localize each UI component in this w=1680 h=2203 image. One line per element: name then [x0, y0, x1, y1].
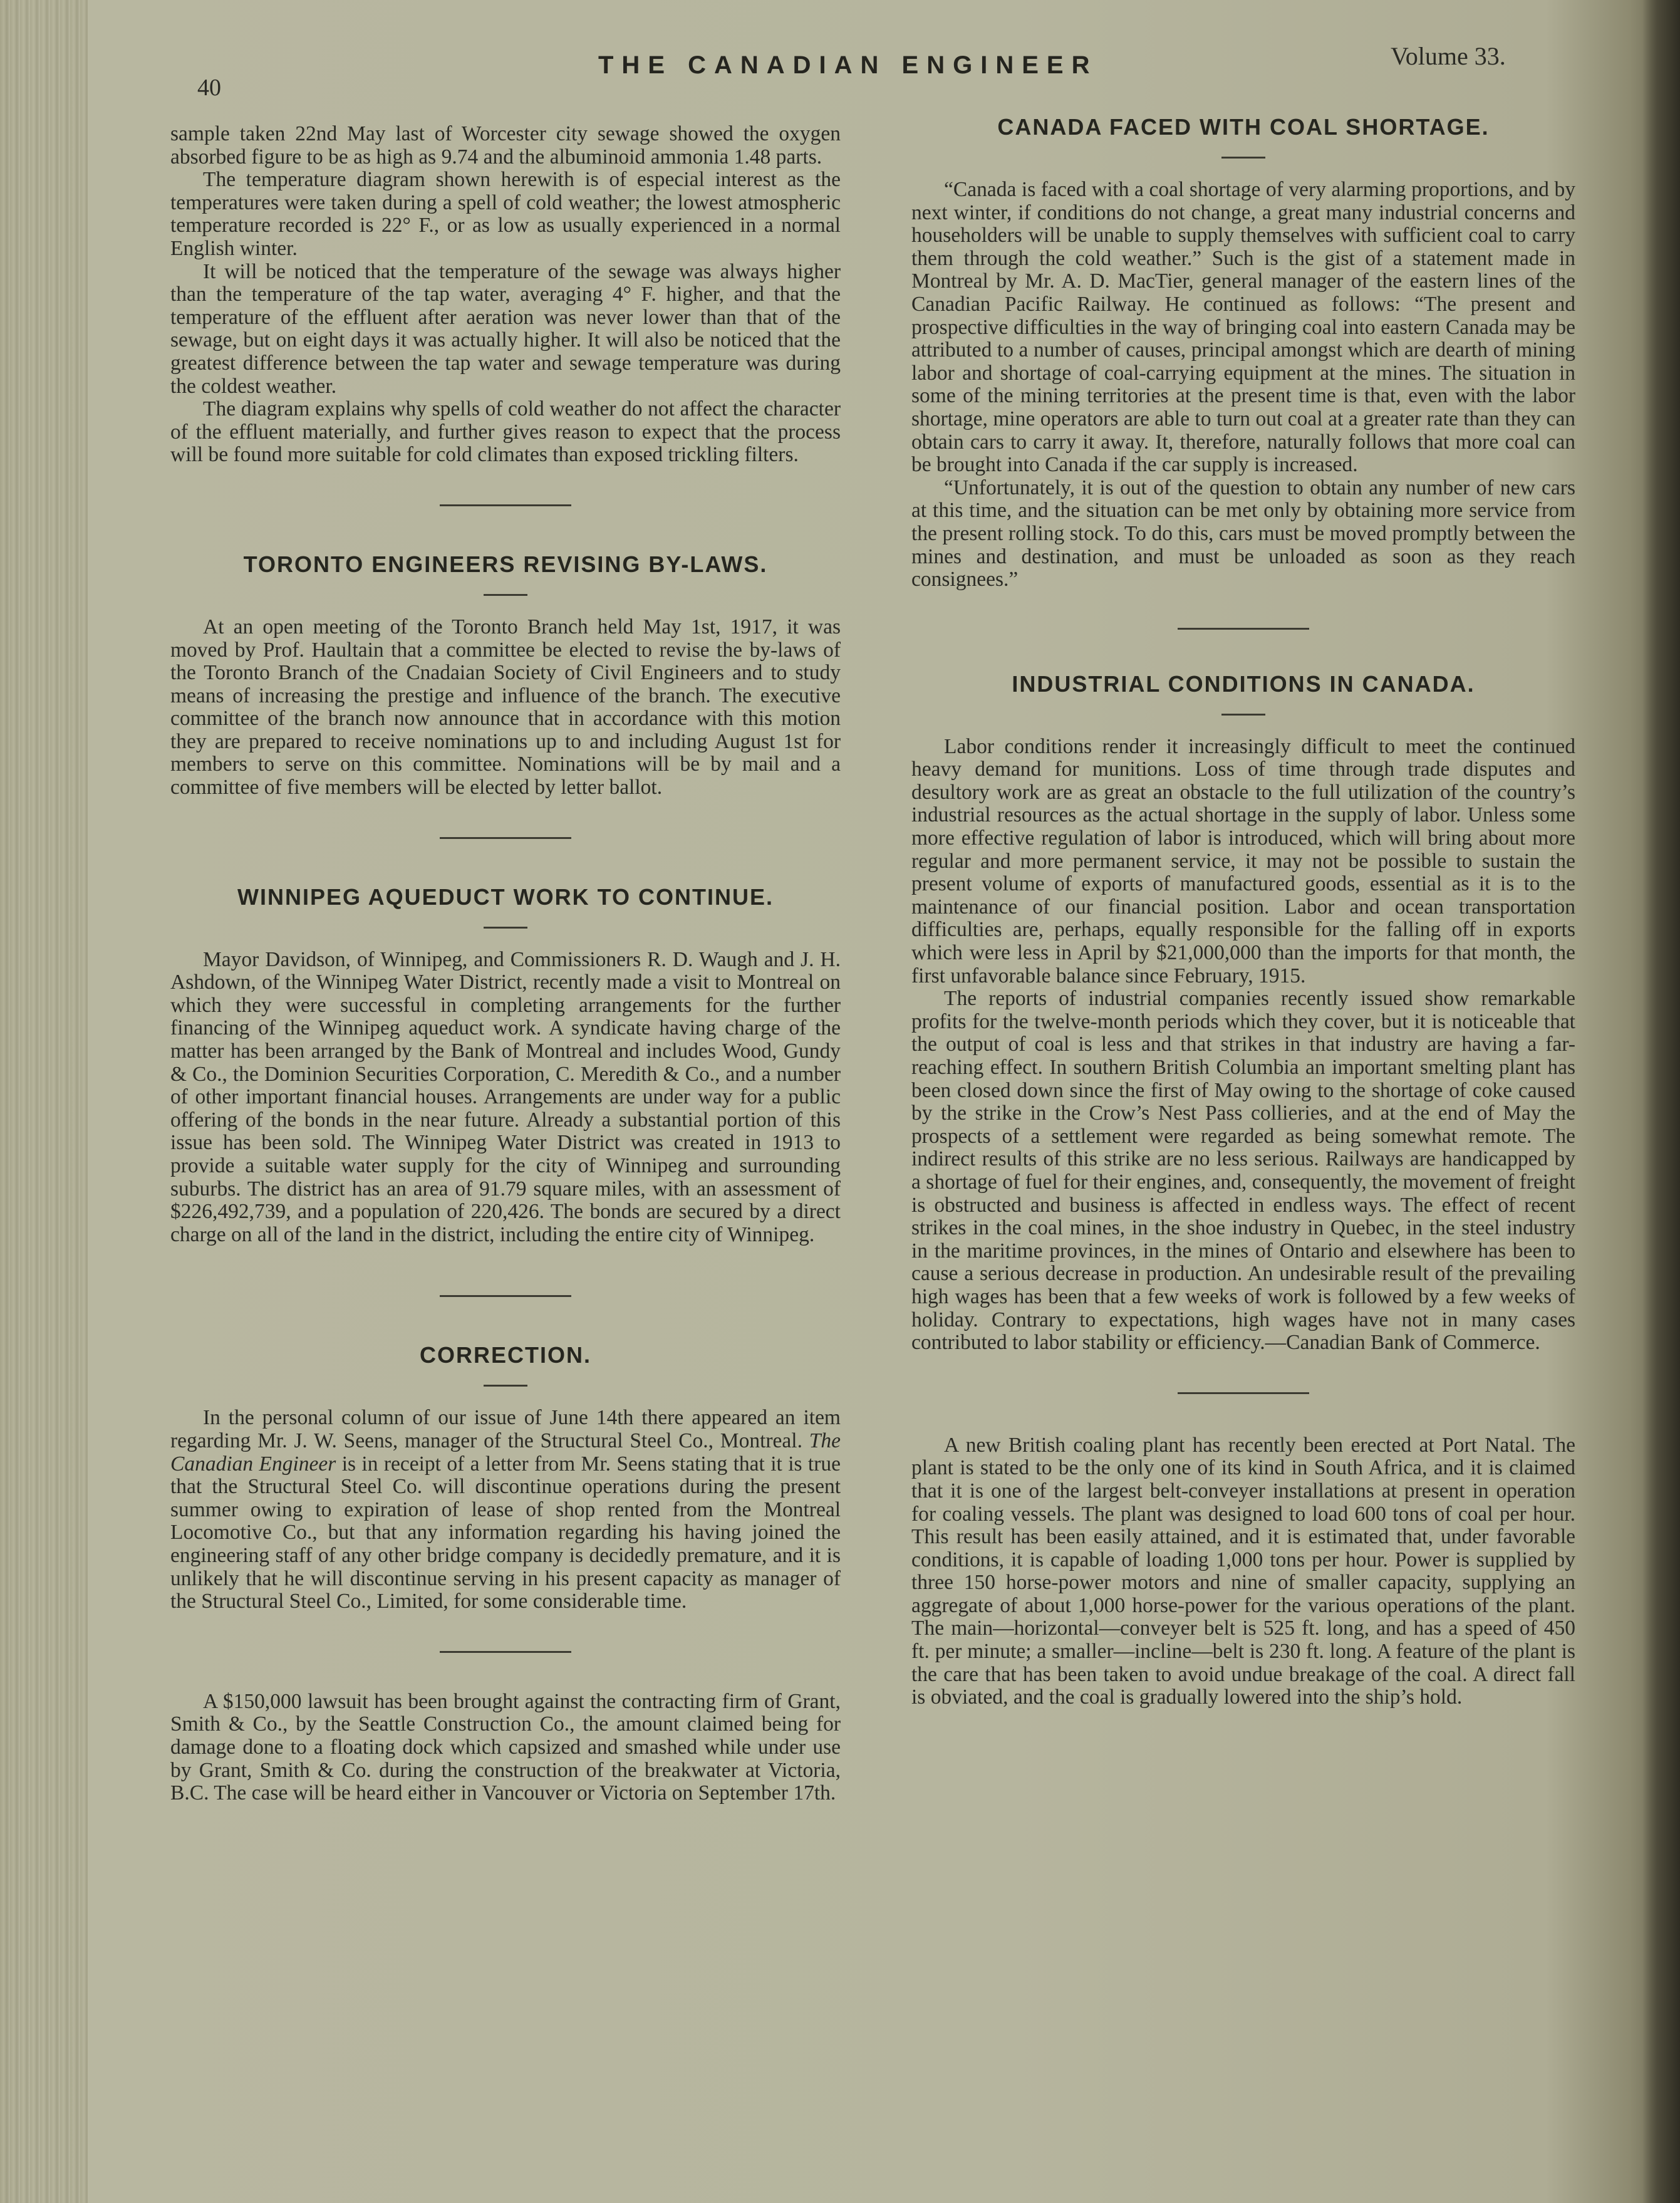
article-paragraph	[170, 1407, 841, 1613]
page-edge-shadow	[1642, 0, 1680, 2203]
toronto-article	[170, 551, 841, 799]
article-paragraph: A $150,000 lawsuit has been brought against the contracting firm of Grant, Smith & Co., by the Seattle Construction Co., the amount claimed being for damage done to a floating dock which capsized and smashed while under use by Grant, Smith & Co. during the construction of the breakwater at Victoria, B.C. The case will be heard either in Vancouver or Victoria on September 17th.	[170, 1689, 841, 1805]
section-separator	[1178, 1392, 1309, 1394]
coaling-plant-article	[911, 1434, 1575, 1709]
heading-rule	[484, 1385, 527, 1387]
heading-rule	[484, 927, 527, 929]
section-separator	[440, 1651, 571, 1653]
journal-title: THE CANADIAN ENGINEER	[598, 51, 1098, 79]
correction-article	[170, 1342, 841, 1613]
article-paragraph: A new British coaling plant has recently been erected at Port Natal. The plant is stated to be the only one of its kind in South Africa, and it is claimed that it is one of the largest belt-conveyer installations at present in operation for coaling vessels. The plant was designed to load 600 tons of coal per hour. This result has been easily attained, and it is estimated that, under favorable conditions, it is capable of loading 1,000 tons per hour. Power is supplied by three 150 horse-power motors and nine of smaller capacity, supplying an aggregate of about 1,000 horse-power for the various operations of the plant. The main—horizontal—conveyer belt is 525 ft. long, and has a speed of 450 ft. per minute; a smaller—incline—belt is 230 ft. long. A feature of the plant is the care that has been taken to avoid undue breakage of the coal. A direct fall is obviated, and the coal is gradually lowered into the ship’s hold.	[911, 1433, 1575, 1709]
heading-rule	[484, 594, 527, 596]
article-heading: WINNIPEG AQUEDUCT WORK TO CONTINUE.	[237, 883, 774, 910]
section-separator	[440, 504, 571, 506]
article-heading: INDUSTRIAL CONDITIONS IN CANADA.	[1012, 670, 1475, 697]
coal-shortage-article	[911, 114, 1575, 591]
page-number: 40	[197, 75, 221, 101]
article-paragraph: The temperature diagram shown herewith is of especial interest as the temperatures were taken during a spell of cold weather; the lowest atmospheric temperature recorded is 22° F., or as low as usually experienced in a normal English winter.	[170, 168, 841, 260]
article-paragraph: sample taken 22nd May last of Worcester city sewage showed the oxygen absorbed figure to be as high as 9.74 and the albuminoid ammonia 1.48 parts.	[170, 122, 841, 169]
article-paragraph: Mayor Davidson, of Winnipeg, and Commissioners R. D. Waugh and J. H. Ashdown, of the Winnipeg Water District, recently made a visit to Montreal on which they were successful in completing arrangements for the further financing of the Winnipeg aqueduct work. A syndicate having charge of the matter has been arranged by the Bank of Montreal and includes Wood, Gundy & Co., the Dominion Securities Corporation, C. Meredith & Co., and a number of other important financial houses. Arrangements are under way for a public offering of the bonds in the near future. Already a substantial portion of this issue has been sold. The Winnipeg Water District was created in 1913 to provide a suitable water supply for the city of Winnipeg and surrounding suburbs. The district has an area of 91.79 square miles, with an assessment of $226,492,739, and a population of 220,426. The bonds are secured by a direct charge on all of the land in the district, including the entire city of Winnipeg.	[170, 947, 841, 1246]
right-column	[911, 114, 1575, 1709]
article-paragraph: Labor conditions render it increasingly difficult to meet the continued heavy demand for munitions. Loss of time through trade disputes and desultory work are as great an obstacle to the full utilization of the country’s industrial resources as the actual shortage in the supply of labor. Unless some more effective regulation of labor is introduced, which will bring about more regular and more permanent service, it may not be possible to sustain the present volume of exports of manufactured goods, essential as it is to the maintenance of our financial position. Labor and ocean transportation difficulties are, perhaps, equally responsible for the falling off in exports which were less in April by $21,000,000 than the imports for that month, the first unfavorable balance since February, 1915.	[911, 734, 1575, 987]
article-paragraph: “Unfortunately, it is out of the question to obtain any number of new cars at this time, and the situation can be met only by obtaining more service from the present rolling stock. To do this, cars must be moved promptly between the mines and destination, and must be unloaded as soon as they reach consignees.”	[911, 476, 1575, 591]
volume-label: Volume 33.	[1391, 42, 1506, 70]
journal-name-italic: The Canadian Engineer	[170, 1429, 841, 1476]
sewage-article-continuation	[170, 123, 841, 467]
lawsuit-article	[170, 1690, 841, 1805]
article-paragraph: “Canada is faced with a coal shortage of very alarming proportions, and by next winter, if conditions do not change, a great many industrial concerns and householders will be unable to supply themselves with sufficient coal to carry them through the cold weather.” Such is the gist of a statement made in Montreal by Mr. A. D. MacTier, general manager of the eastern lines of the Canadian Pacific Railway. He continued as follows: “The present and prospective difficulties in the way of bringing coal into eastern Canada may be attributed to a number of causes, principal amongst which are dearth of mining labor and shortage of coal-carrying equipment at the mines. The situation in some of the mining territories at the present time is that, even with the labor shortage, mine operators are able to turn out coal at a greater rate than they can obtain cars to carry it away. It, therefore, naturally follows that more coal can be brought into Canada if the car supply is increased.	[911, 178, 1575, 477]
page-header	[169, 39, 1553, 101]
section-separator	[440, 1295, 571, 1297]
heading-rule	[1221, 714, 1265, 716]
correction-text-end: is in receipt of a letter from Mr. Seens stating that it is true that the Structural Steel Co. will discontinue operations during the present summer owing to expiration of lease of shop rented from the Montreal Locomotive Co., but that any information regarding his having joined the engineering staff of any other bridge company is decidedly premature, and it is unlikely that he will discontinue serving in his present capacity as manager of the Structural Steel Co., Limited, for some considerable time.	[170, 1452, 841, 1613]
section-separator	[1178, 628, 1309, 630]
article-paragraph: At an open meeting of the Toronto Branch held May 1st, 1917, it was moved by Prof. Haultain that a committee be elected to revise the by-laws of the Toronto Branch of the Cnadaian Society of Civil Engineers and to study means of increasing the prestige and influence of the branch. The executive committee of the branch now announce that in accordance with this motion they are prepared to receive nominations up to and including August 1st for members to serve on this committee. Nominations will be by mail and a committee of five members will be elected by letter ballot.	[170, 615, 841, 799]
article-paragraph: It will be noticed that the temperature of the sewage was always higher than the temperature of the tap water, averaging 4° F. higher, and that the temperature of the effluent after aeration was never lower than that of the sewage, but on eight days it was actually higher. It will also be noticed that the greatest difference between the tap water and sewage temperature was during the coldest weather.	[170, 259, 841, 398]
heading-rule	[1221, 157, 1265, 159]
correction-text-start: In the personal column of our issue of June 14th there appeared an item regarding Mr. J. W. Seens, manager of the Structural Steel Co., Montreal.	[170, 1406, 841, 1452]
industrial-conditions-article	[911, 671, 1575, 1355]
article-heading: CORRECTION.	[420, 1342, 591, 1368]
article-paragraph: The reports of industrial companies recently issued show remarkable profits for the twelve-month periods which they cover, but it is noticeable that the output of coal is less and that strikes in that industry are having a far-reaching effect. In southern British Columbia an important smelting plant has been closed down since the first of May owing to the shortage of coke caused by the strike in the Crow’s Nest Pass collieries, and at the end of May the prospects of a settlement were regarded as being somewhat remote. The indirect results of this strike are no less serious. Railways are handicapped by a shortage of fuel for their engines, and, consequently, the movement of freight is obstructed and business is affected in endless ways. The effect of recent strikes in the coal mines, in the shoe industry in Quebec, in the steel industry in the maritime provinces, in the mines of Ontario and elsewhere has been to cause a serious decrease in production. An undesirable result of the prevailing high wages has been that a few weeks of work is followed by a few weeks of holiday. Contrary to expectations, high wages have not in many cases contributed to labor stability or efficiency.—Canadian Bank of Commerce.	[911, 987, 1575, 1355]
article-paragraph: The diagram explains why spells of cold weather do not affect the character of the effluent materially, and further gives reason to expect that the process will be found more suitable for cold climates than exposed trickling filters.	[170, 397, 841, 467]
section-separator	[440, 837, 571, 839]
article-heading: CANADA FACED WITH COAL SHORTAGE.	[997, 114, 1490, 140]
winnipeg-article	[170, 884, 841, 1247]
left-column	[170, 123, 841, 1805]
page-binding	[0, 0, 88, 2203]
article-heading: TORONTO ENGINEERS REVISING BY-LAWS.	[243, 551, 768, 577]
